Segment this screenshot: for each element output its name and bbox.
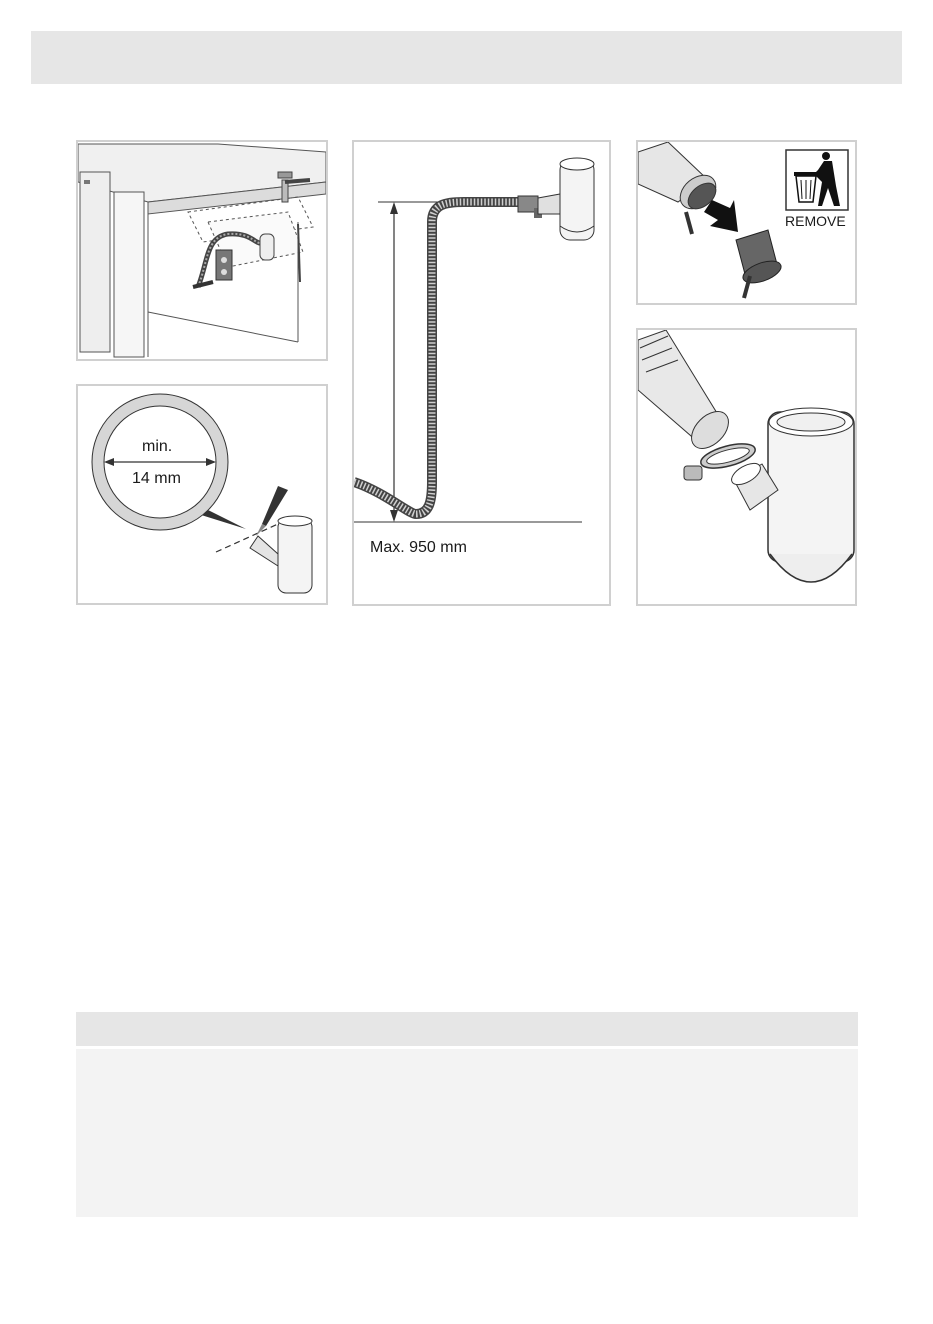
remove-label: REMOVE	[785, 213, 846, 229]
note-header-bar	[76, 1012, 858, 1046]
sink-installation-drawing	[78, 142, 326, 359]
hose-height-drawing	[354, 142, 609, 604]
figure-attach-hose	[636, 328, 857, 606]
diameter-label: 14 mm	[132, 470, 181, 487]
hose-diameter-drawing	[78, 386, 326, 603]
figure-sink-installation	[76, 140, 328, 361]
note-body-box	[76, 1049, 858, 1217]
page-header-bar	[31, 31, 902, 84]
figure-hose-height	[352, 140, 611, 606]
min-label: min.	[142, 438, 173, 455]
attach-hose-drawing	[638, 330, 855, 604]
figure-remove-cap	[636, 140, 857, 305]
max-height-label: Max. 950 mm	[370, 539, 467, 556]
figure-hose-diameter	[76, 384, 328, 605]
